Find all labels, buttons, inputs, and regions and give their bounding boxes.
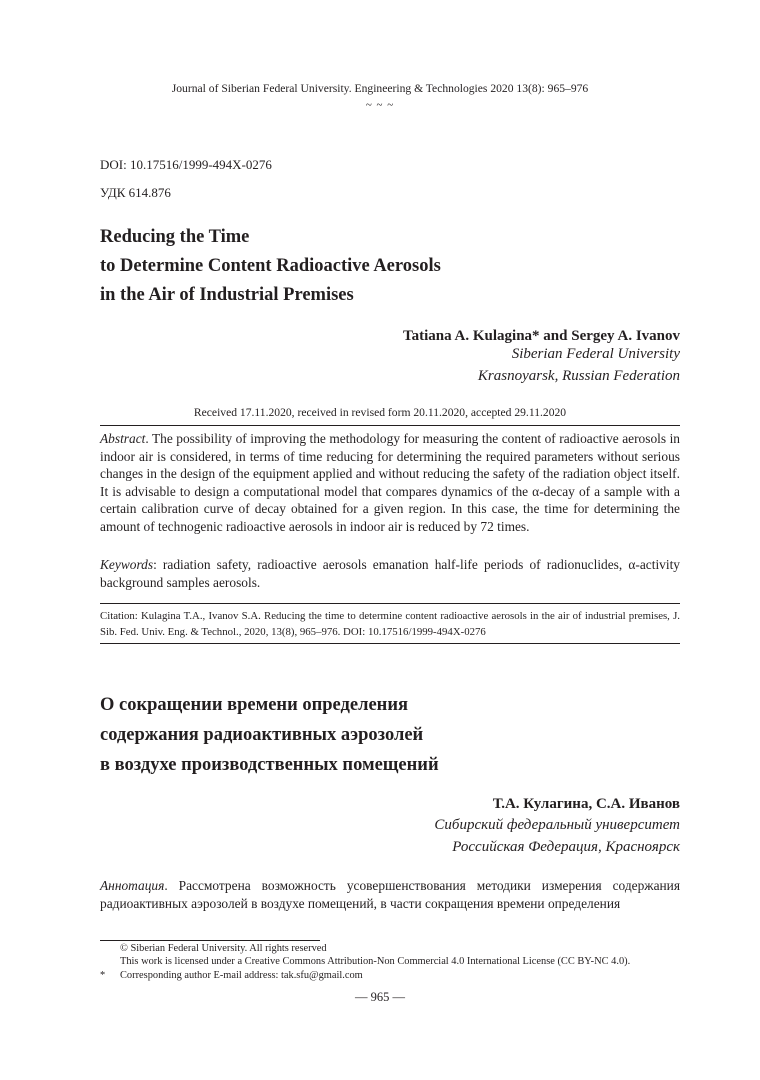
footnote-license: This work is licensed under a Creative Commons Attribution-Non Commercial 4.0 International License (CC BY-NC 4.0). (120, 956, 631, 967)
udk: УДК 614.876 (100, 185, 171, 200)
divider (100, 425, 680, 426)
page-number: — 965 — (355, 990, 405, 1004)
title-line: О сокращении времени определения (100, 695, 409, 715)
location-ru: Российская Федерация, Красноярск (452, 839, 680, 855)
divider (100, 603, 680, 604)
title-line: содержания радиоактивных аэрозолей (100, 725, 424, 745)
keywords-en (100, 556, 680, 591)
keywords-label: Keywords (100, 557, 154, 572)
title-line: to Determine Content Radioactive Aerosols (100, 256, 441, 276)
paper-title-en (100, 223, 441, 310)
footnote-star: * (100, 970, 106, 981)
footnote-corresponding: Corresponding author E-mail address: tak.sfu@gmail.com (120, 970, 363, 981)
paper-title-ru (100, 690, 439, 780)
affiliation-ru: Сибирский федеральный университет (434, 817, 680, 833)
footnote-divider (100, 940, 320, 941)
received-dates: Received 17.11.2020, received in revised form 20.11.2020, accepted 29.11.2020 (193, 406, 567, 419)
journal-header: Journal of Siberian Federal University. Engineering & Technologies 2020 13(8): 965–976 (171, 82, 589, 95)
abstract-en (100, 430, 680, 536)
authors-en: Tatiana A. Kulagina* and Sergey A. Ivanov (402, 328, 680, 344)
abstract-ru (100, 877, 680, 913)
doi: DOI: 10.17516/1999-494X-0276 (100, 157, 272, 172)
authors-ru: Т.А. Кулагина, С.А. Иванов (492, 796, 680, 812)
title-line: в воздухе производственных помещений (100, 755, 439, 775)
header-separator: ~ ~ ~ (365, 99, 395, 111)
footnote-copyright: © Siberian Federal University. All rights reserved (120, 943, 327, 954)
location-en: Krasnoyarsk, Russian Federation (477, 368, 680, 384)
abstract-text: . Рассмотрена возможность усовершенствования методики измерения содержания радиоактивных аэрозолей в воздухе помещений, в части сокращения времени определения (100, 878, 680, 911)
divider (100, 643, 680, 644)
abstract-label: Abstract (100, 431, 146, 446)
citation: Citation: Kulagina T.A., Ivanov S.A. Reducing the time to determine content radioactive aerosols in the air of industrial premises, J. Sib. Fed. Univ. Eng. & Technol., 2020, 13(8), 965–976. DOI: 10.17516/1999-494X-0276 (100, 610, 680, 638)
title-line: Reducing the Time (100, 227, 250, 247)
keywords-text: : radiation safety, radioactive aerosols emanation half-life periods of radionuclides, α-activity background samples aerosols. (100, 557, 680, 590)
affiliation-en: Siberian Federal University (511, 346, 680, 362)
abstract-label: Аннотация (100, 878, 165, 893)
abstract-text: . The possibility of improving the methodology for measuring the content of radioactive aerosols in indoor air is considered, in terms of time reducing for determining the required parameters without serious changes in the design of the equipment applied and without reducing the safety of the radiation object itself. It is advisable to design a computational model that compares dynamics of the α-decay of a sample with a certain calibration curve of decay obtained for a given region. In this case, the time for determining the amount of technogenic radioactive aerosols in indoor air is reduced by 72 times. (100, 431, 680, 534)
title-line: in the Air of Industrial Premises (100, 285, 354, 305)
